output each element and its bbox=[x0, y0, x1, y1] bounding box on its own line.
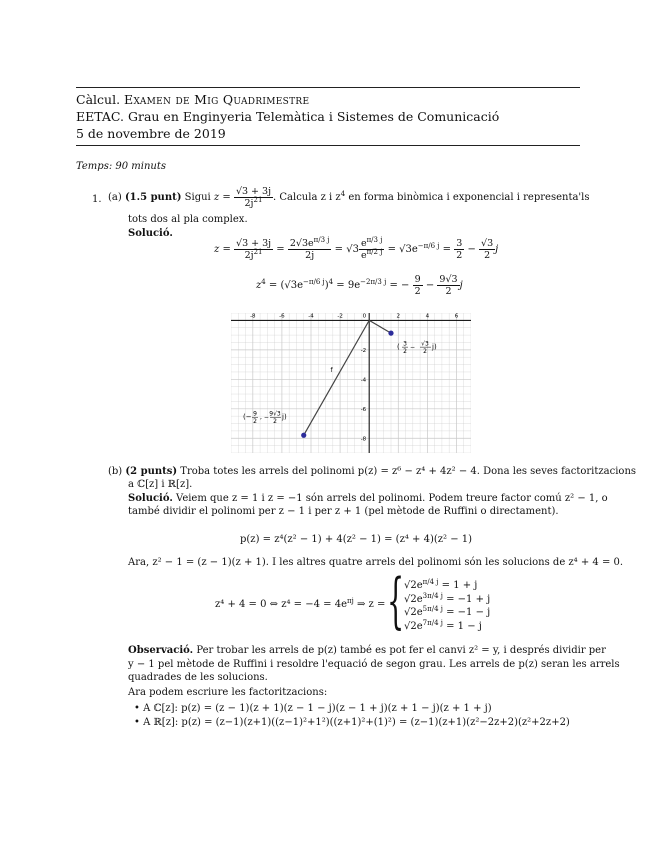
frac-den-base: 2j bbox=[244, 198, 254, 209]
eq1-frac4 bbox=[454, 238, 464, 261]
point-label-z4 bbox=[243, 411, 287, 426]
part-b-sol2: també dividir el polinomi per z − 1 i per z + 1 (pel mètode de Ruffini o directament). bbox=[128, 506, 559, 517]
part-a-points: (1.5 punt) bbox=[124, 192, 182, 203]
part-a-solucio: Solució. bbox=[128, 228, 173, 239]
part-b-ara: Ara, z² − 1 = (z − 1)(z + 1). I les altres quatre arrels del polinomi són les solucions de z⁴ + 4 = 0. bbox=[128, 557, 624, 568]
eq1-frac1 bbox=[234, 238, 273, 261]
eq1-f5n: √3 bbox=[481, 238, 494, 249]
bullet-2 bbox=[134, 716, 570, 729]
eq1-f4d: 2 bbox=[456, 250, 463, 261]
eq1-f3d-exp: π/2 j bbox=[366, 248, 383, 256]
root-2 bbox=[404, 593, 490, 606]
eq1-f1d-base: 2j bbox=[244, 250, 254, 261]
eq2-f1n: 9 bbox=[414, 274, 421, 285]
roots-brace: { bbox=[387, 566, 405, 636]
frac-den bbox=[234, 197, 273, 209]
part-b-label: (b) bbox=[108, 466, 123, 477]
origin-label: 0 bbox=[362, 313, 367, 320]
eq2-frac2 bbox=[437, 274, 459, 297]
segment-z bbox=[369, 320, 391, 333]
ara2: Ara podem escriure les factoritzacions: bbox=[128, 687, 328, 698]
point-label-z-num1: 3 bbox=[403, 340, 407, 348]
y-tick-label: -6 bbox=[360, 406, 367, 413]
part-a-stmt1: . Calcula z i z bbox=[273, 192, 341, 203]
eq1-f2n-base: 2√3e bbox=[289, 238, 314, 249]
obs2: y − 1 pel mètode de Ruffini i resoldre l'equació de segon grau. Les arrels de p(z) seran les arrels bbox=[128, 659, 620, 670]
eq1-frac3 bbox=[359, 238, 384, 261]
point-label-z4-num1: 9 bbox=[253, 410, 257, 418]
point-label-z4-den2: 2 bbox=[273, 418, 277, 426]
roots-lhs: z⁴ + 4 = 0 ⇔ z⁴ = −4 = 4e bbox=[215, 599, 347, 610]
root-4 bbox=[404, 620, 482, 633]
eq2-mid3: = 9e bbox=[333, 280, 361, 291]
root-2-base: √2e bbox=[404, 594, 423, 605]
part-b-stmt2: a ℂ[z] i ℝ[z]. bbox=[128, 479, 193, 490]
point-label-z bbox=[397, 341, 437, 356]
point-z bbox=[388, 331, 393, 336]
eq1-f3d-base: e bbox=[360, 250, 367, 261]
roots-equation bbox=[215, 598, 385, 611]
obs3: quadrades de les solucions. bbox=[128, 672, 268, 683]
eq2-f2n: 9√3 bbox=[439, 274, 458, 285]
exam-title: Examen de Mig Quadrimestre bbox=[124, 92, 310, 107]
eq2-mid-exp2: 4 bbox=[328, 278, 334, 286]
eq1-frac5 bbox=[479, 238, 495, 261]
eq1-eq-c: = √3e bbox=[387, 244, 418, 255]
eq1-f1d bbox=[234, 249, 273, 261]
point-label-z-pre: ( bbox=[397, 343, 400, 352]
root-1-exp: π/4 j bbox=[422, 578, 439, 586]
x-tick-label: 6 bbox=[454, 313, 459, 320]
bullet-2-text: A ℝ[z]: p(z) = (z−1)(z+1)((z−1)²+1²)((z+1)²+(1)²) = (z−1)(z+1)(z²−2z+2)(z²+2z+2) bbox=[143, 717, 570, 728]
frac-den-exp: 21 bbox=[253, 196, 263, 204]
bullet-1-marker: • bbox=[134, 703, 140, 714]
eq2-frac1 bbox=[413, 274, 423, 297]
line-label-f: f bbox=[330, 366, 333, 374]
root-4-base: √2e bbox=[404, 621, 423, 632]
part-a-z-eq: z = bbox=[213, 192, 231, 203]
eq2-minus: − bbox=[425, 280, 435, 291]
eq1-eq-b: = √3 bbox=[334, 244, 359, 255]
point-label-z-den1: 2 bbox=[403, 348, 407, 356]
roots-exp: πj bbox=[346, 597, 354, 605]
root-3-val: = −1 − j bbox=[442, 607, 491, 618]
part-b-sol1: Veiem que z = 1 i z = −1 són arrels del polinomi. Podem treure factor comú z² − 1, o bbox=[176, 493, 608, 504]
part-a-stmt-exp: 4 bbox=[340, 190, 346, 198]
obs-line1 bbox=[128, 644, 606, 657]
obs1: Per trobar les arrels de p(z) també es pot fer el canvi z² = y, i després dividir per bbox=[196, 645, 606, 656]
eq2-mid-exp3: −2π/3 j bbox=[360, 278, 387, 286]
point-z4 bbox=[301, 433, 306, 438]
eq2-tail: j bbox=[459, 280, 463, 291]
eq1-f2d: 2j bbox=[288, 249, 332, 261]
point-label-z-mid: − bbox=[410, 344, 416, 352]
eq1-f3n-exp: π/3 j bbox=[366, 236, 383, 244]
x-tick-label: -4 bbox=[308, 313, 314, 320]
point-label-z4-num2: 9√3 bbox=[269, 410, 281, 418]
chart-axes bbox=[231, 313, 471, 453]
roots-mid: ⇒ z = bbox=[353, 599, 386, 610]
header-rule-top bbox=[76, 87, 580, 88]
eq2-mid1: = (√3e bbox=[265, 280, 304, 291]
obs-label: Observació. bbox=[128, 645, 194, 656]
segment-z4 bbox=[304, 320, 369, 435]
eq1-f2n-exp: π/3 j bbox=[313, 236, 330, 244]
eq1-minus: − bbox=[467, 244, 476, 255]
y-tick-label: -2 bbox=[360, 347, 367, 354]
eq1-f5d: 2 bbox=[479, 249, 495, 261]
point-label-z-den2: 2 bbox=[423, 348, 427, 356]
part-a-fraction bbox=[234, 186, 273, 209]
eq1-f1d-exp: 21 bbox=[253, 248, 263, 256]
root-1-val: = 1 + j bbox=[438, 580, 478, 591]
x-tick-label: -6 bbox=[279, 313, 285, 320]
eq1-eq-d: = bbox=[442, 244, 452, 255]
eq2-lhs-exp: 4 bbox=[261, 278, 266, 286]
part-a-stmt2: en forma binòmica i exponencial i representa'ls bbox=[345, 192, 590, 203]
part-b-solucio: Solució. bbox=[128, 493, 173, 504]
point-label-z4-pre: (− bbox=[243, 413, 252, 422]
part-b-statement bbox=[108, 465, 636, 478]
eq2-mid4: = − bbox=[386, 280, 410, 291]
x-tick-label: -8 bbox=[250, 313, 256, 320]
eq1-eq-a: = bbox=[276, 244, 285, 255]
root-1-base: √2e bbox=[404, 580, 423, 591]
complex-plane-plot bbox=[231, 313, 471, 453]
header-rule-bottom bbox=[76, 145, 580, 146]
chart-grid bbox=[231, 313, 471, 453]
part-b-sol-line1 bbox=[128, 492, 608, 505]
eq2-mid-exp: −π/6 j bbox=[303, 278, 325, 286]
eq1-lhs: z = bbox=[214, 244, 231, 255]
part-b-eq-p: p(z) = z⁴(z² − 1) + 4(z² − 1) = (z⁴ + 4)(z² − 1) bbox=[240, 534, 473, 545]
point-label-z4-suf: j) bbox=[282, 413, 287, 422]
point-label-z4-mid: , − bbox=[260, 414, 269, 422]
eq2-f1d: 2 bbox=[414, 286, 421, 297]
course-name: Càlcul. bbox=[76, 92, 121, 107]
header-line-2: EETAC. Grau en Enginyeria Telemàtica i Sistemes de Comunicació bbox=[76, 109, 500, 124]
part-a-statement bbox=[108, 186, 590, 209]
eq1-f2n bbox=[288, 238, 332, 249]
eq1-frac2 bbox=[288, 238, 332, 261]
equation-z4 bbox=[256, 274, 463, 297]
eq2-f2d: 2 bbox=[437, 285, 459, 297]
root-4-val: = 1 − j bbox=[442, 621, 482, 632]
x-tick-label: 4 bbox=[425, 313, 430, 320]
point-label-z-suf: j) bbox=[432, 343, 437, 352]
x-tick-label: 2 bbox=[396, 313, 401, 320]
root-3-exp: 5π/4 j bbox=[422, 605, 443, 613]
eq1-f4n: 3 bbox=[456, 238, 463, 249]
root-3-base: √2e bbox=[404, 607, 423, 618]
part-b-stmt1: Troba totes les arrels del polinomi p(z) = z⁶ − z⁴ + 4z² − 4. Dona les seves factoritzacions bbox=[180, 466, 637, 477]
frac-num: √3 + 3j bbox=[235, 186, 272, 197]
root-2-val: = −1 + j bbox=[442, 594, 491, 605]
header-date: 5 de novembre de 2019 bbox=[76, 126, 226, 141]
root-1 bbox=[404, 579, 477, 592]
root-2-exp: 3π/4 j bbox=[422, 592, 443, 600]
bullet-2-marker: • bbox=[134, 717, 140, 728]
bullet-1 bbox=[134, 702, 492, 715]
root-4-exp: 7π/4 j bbox=[422, 619, 443, 627]
header-line-1 bbox=[76, 92, 309, 107]
eq1-tail: j bbox=[495, 244, 499, 255]
eq1-f3d bbox=[359, 249, 384, 261]
eq1-exp-c: −π/6 j bbox=[417, 242, 440, 250]
problem-number: 1. bbox=[92, 194, 102, 205]
eq2-lhs: z bbox=[256, 280, 262, 291]
equation-z bbox=[214, 238, 498, 261]
x-tick-label: -2 bbox=[337, 313, 343, 320]
part-a-stmt3: tots dos al pla complex. bbox=[128, 214, 248, 225]
time-note: Temps: 90 minuts bbox=[76, 161, 166, 172]
part-a-label: (a) bbox=[108, 192, 122, 203]
y-tick-label: -8 bbox=[360, 436, 367, 443]
bullet-1-text: A ℂ[z]: p(z) = (z − 1)(z + 1)(z − 1 − j)(z − 1 + j)(z + 1 − j)(z + 1 + j) bbox=[143, 703, 492, 714]
root-3 bbox=[404, 606, 490, 619]
point-label-z-num2: √3 bbox=[421, 340, 429, 348]
eq2-mid2: ) bbox=[324, 280, 329, 291]
eq1-f3n-base: e bbox=[360, 238, 367, 249]
part-b-points: (2 punts) bbox=[125, 466, 178, 477]
part-a-intro: Sigui bbox=[184, 192, 211, 203]
y-tick-label: -4 bbox=[360, 377, 367, 384]
point-label-z4-den1: 2 bbox=[253, 418, 257, 426]
eq1-f1n: √3 + 3j bbox=[236, 238, 272, 249]
